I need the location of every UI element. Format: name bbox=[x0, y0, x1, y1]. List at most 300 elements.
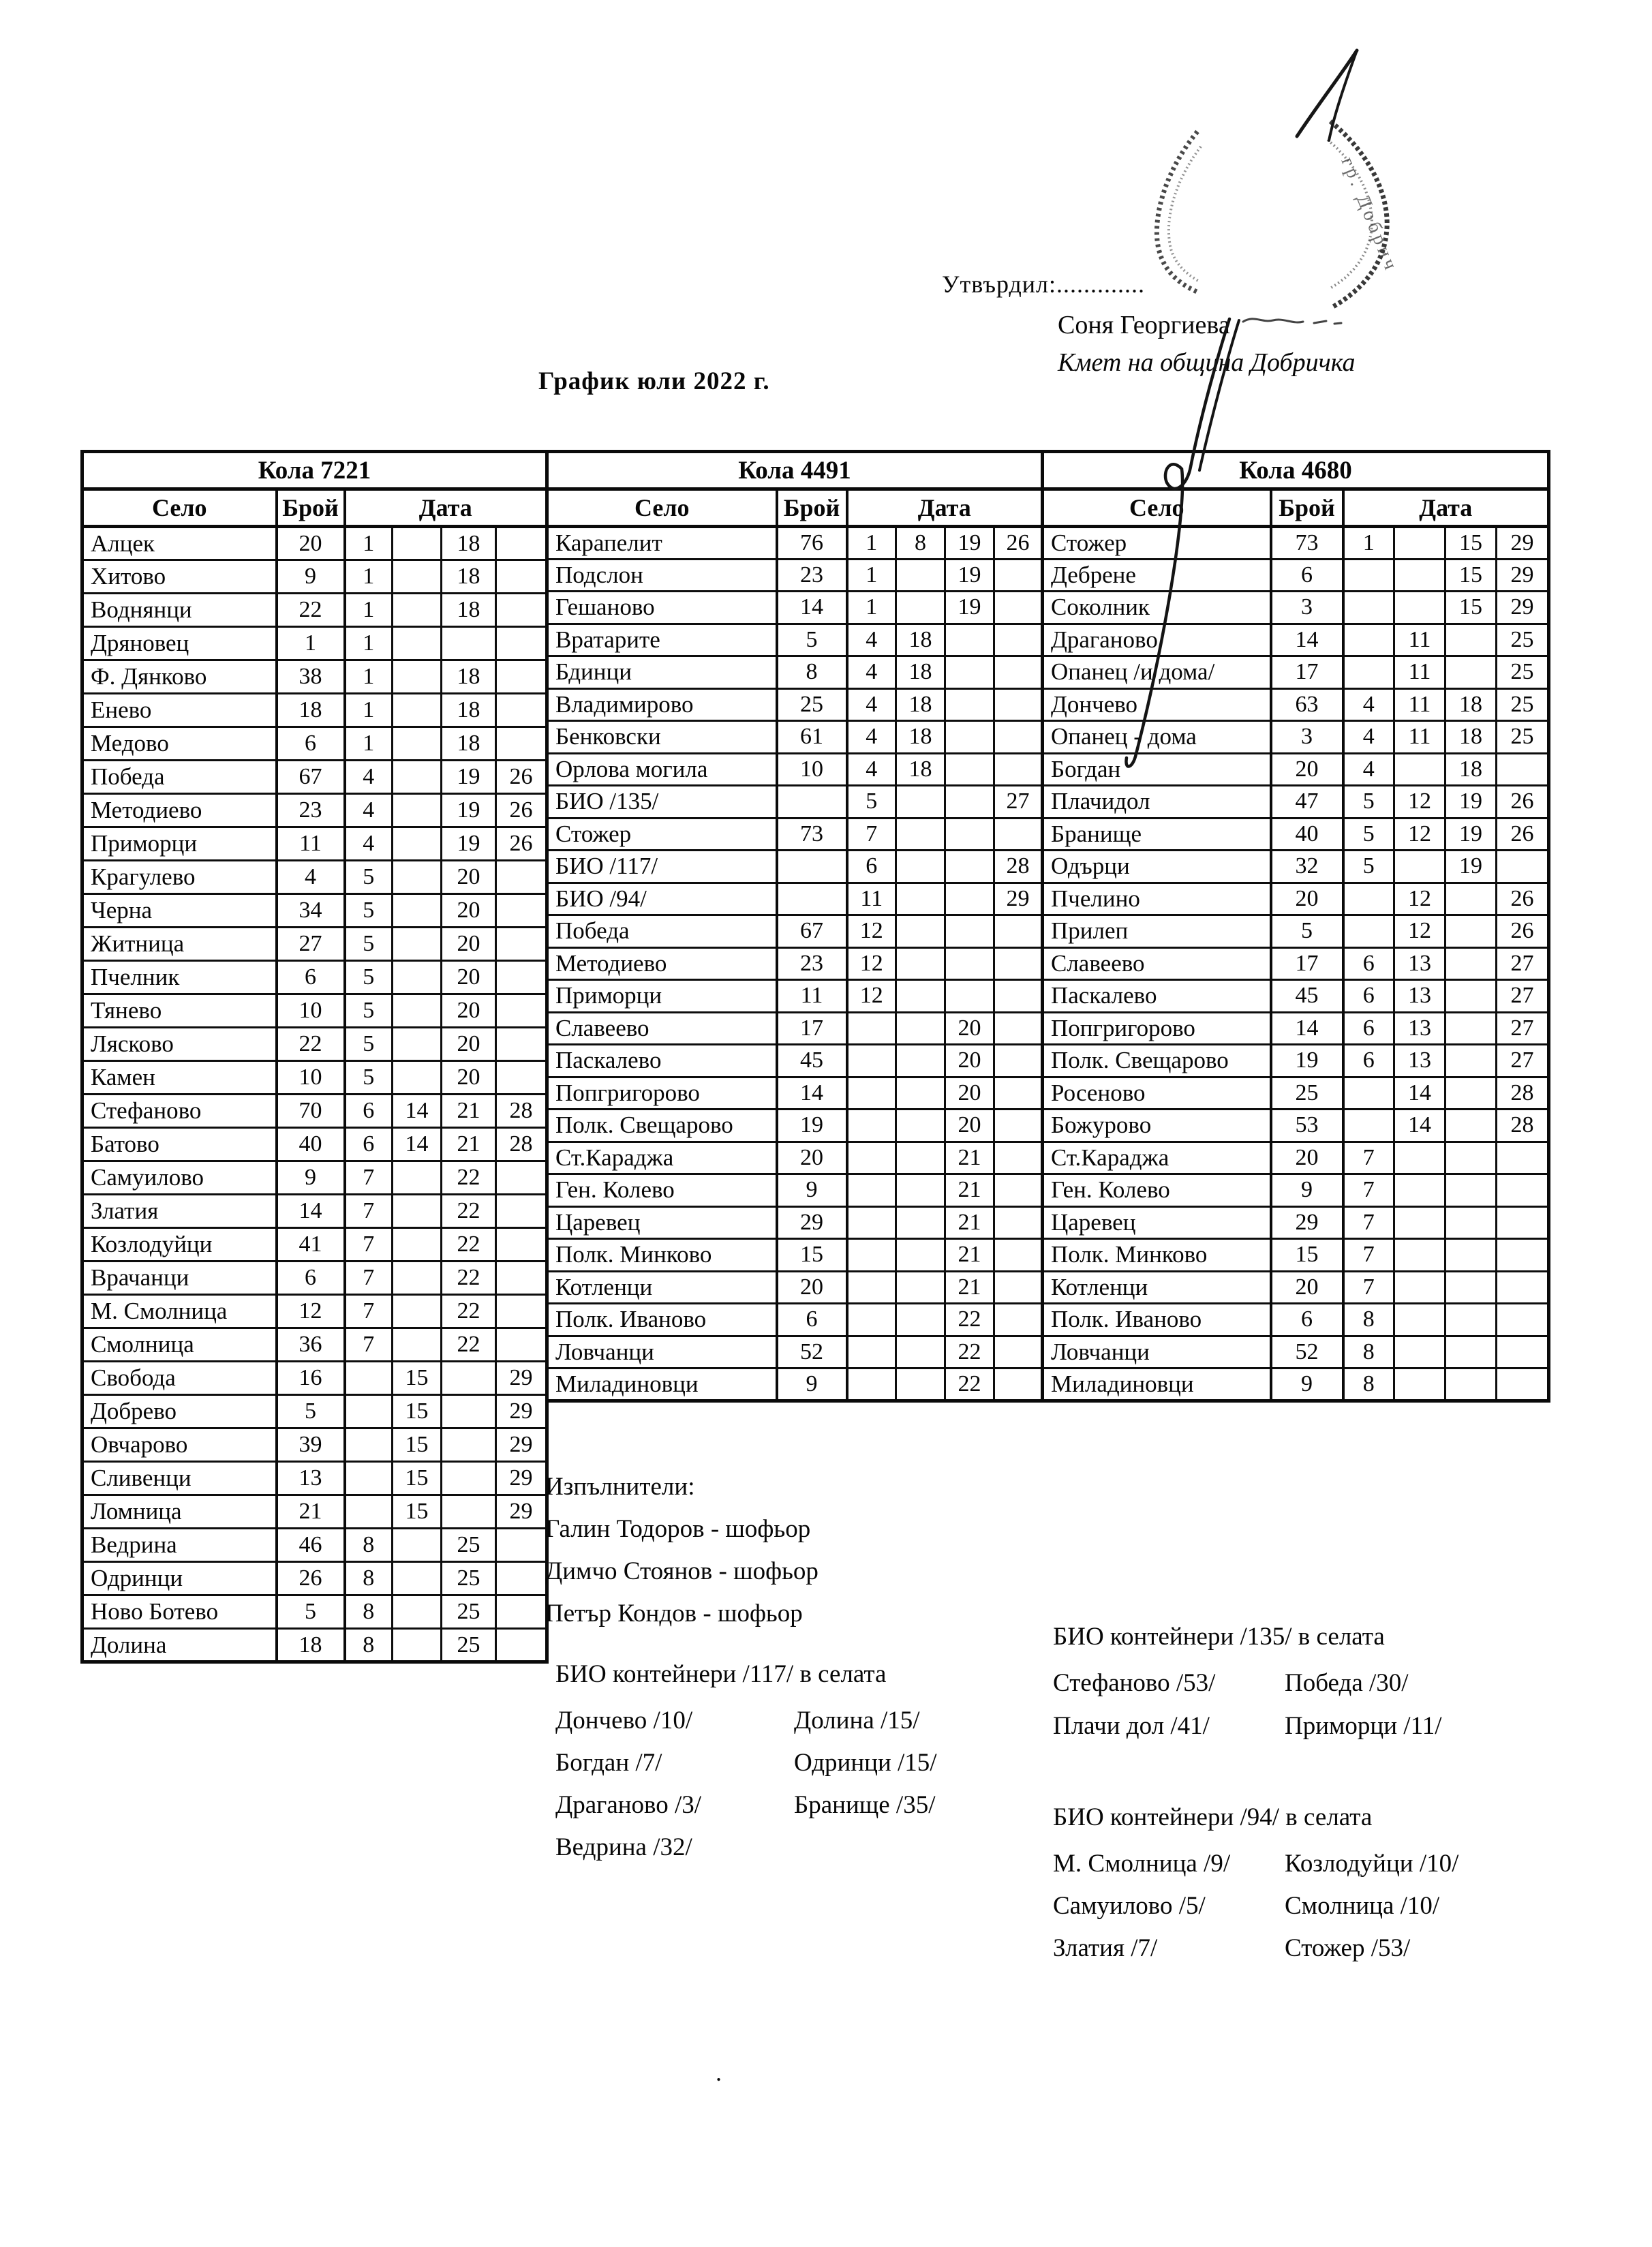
date-cell: 28 bbox=[496, 1095, 547, 1128]
count-cell: 19 bbox=[777, 1110, 847, 1142]
table-row bbox=[547, 883, 1043, 915]
date-cell: 27 bbox=[1497, 980, 1549, 1013]
date-cell bbox=[496, 961, 547, 994]
date-cell bbox=[994, 1174, 1043, 1207]
date-cell: 8 bbox=[345, 1595, 393, 1629]
count-cell: 53 bbox=[1271, 1110, 1343, 1142]
count-cell: 5 bbox=[277, 1595, 345, 1629]
date-cell bbox=[1446, 1304, 1497, 1336]
count-cell bbox=[777, 786, 847, 819]
count-cell: 6 bbox=[777, 1304, 847, 1336]
date-cell: 19 bbox=[945, 559, 994, 592]
bio-item: Дончево /10/ bbox=[555, 1707, 693, 1734]
date-cell bbox=[1446, 1336, 1497, 1369]
date-cell: 18 bbox=[1446, 721, 1497, 754]
date-cell bbox=[393, 1161, 442, 1195]
table-row bbox=[1043, 1239, 1549, 1272]
date-cell: 19 bbox=[1446, 851, 1497, 883]
date-cell bbox=[1446, 947, 1497, 980]
date-cell bbox=[847, 1012, 896, 1045]
table-row bbox=[1043, 1045, 1549, 1077]
date-cell: 7 bbox=[1343, 1206, 1394, 1239]
bio-item: Богдан /7/ bbox=[555, 1749, 662, 1777]
date-cell: 7 bbox=[1343, 1239, 1394, 1272]
village-cell: Батово bbox=[82, 1128, 277, 1161]
date-cell bbox=[1497, 1271, 1549, 1304]
date-cell: 8 bbox=[1343, 1369, 1394, 1401]
count-cell: 21 bbox=[277, 1495, 345, 1529]
date-cell: 18 bbox=[896, 753, 945, 786]
date-cell bbox=[1343, 656, 1394, 689]
village-cell: Ф. Дянково bbox=[82, 660, 277, 694]
date-cell: 26 bbox=[496, 827, 547, 861]
date-cell: 29 bbox=[1497, 559, 1549, 592]
date-cell: 12 bbox=[1394, 818, 1446, 851]
pen-flick-stroke-icon bbox=[1297, 50, 1357, 140]
count-cell: 73 bbox=[1271, 527, 1343, 560]
date-cell bbox=[1394, 1142, 1446, 1174]
date-cell bbox=[945, 883, 994, 915]
table-row bbox=[1043, 1142, 1549, 1174]
village-cell: Гешаново bbox=[547, 592, 777, 624]
table-row bbox=[82, 761, 547, 794]
date-cell: 29 bbox=[994, 883, 1043, 915]
count-cell: 67 bbox=[277, 761, 345, 794]
date-cell bbox=[1394, 1174, 1446, 1207]
village-cell: Овчарово bbox=[82, 1428, 277, 1462]
count-cell: 20 bbox=[1271, 753, 1343, 786]
count-cell: 73 bbox=[777, 818, 847, 851]
table-row bbox=[1043, 947, 1549, 980]
date-cell bbox=[896, 947, 945, 980]
date-cell bbox=[896, 1012, 945, 1045]
executor-item: Димчо Стоянов - шофьор bbox=[545, 1557, 819, 1585]
village-cell: Опанец - дома bbox=[1043, 721, 1271, 754]
scan-speck: . bbox=[716, 2059, 722, 2086]
date-cell: 29 bbox=[496, 1428, 547, 1462]
table-row bbox=[82, 1529, 547, 1562]
village-cell: Златия bbox=[82, 1195, 277, 1228]
count-cell: 14 bbox=[1271, 624, 1343, 656]
table-row bbox=[82, 1462, 547, 1495]
col-date: Дата bbox=[847, 489, 1043, 527]
bio-item: Стожер /53/ bbox=[1285, 1934, 1411, 1962]
date-cell bbox=[847, 1142, 896, 1174]
village-cell: Методиево bbox=[82, 794, 277, 827]
count-cell: 45 bbox=[777, 1045, 847, 1077]
village-cell: Медово bbox=[82, 727, 277, 761]
table-row bbox=[82, 1028, 547, 1061]
table-row bbox=[547, 592, 1043, 624]
date-cell: 6 bbox=[1343, 1012, 1394, 1045]
date-cell: 15 bbox=[1446, 559, 1497, 592]
count-cell: 29 bbox=[777, 1206, 847, 1239]
round-stamp-right-arc-icon bbox=[1328, 121, 1387, 307]
date-cell bbox=[496, 660, 547, 694]
date-cell bbox=[496, 694, 547, 727]
date-cell: 4 bbox=[345, 761, 393, 794]
col-village: Село bbox=[1043, 489, 1271, 527]
bio-item: Драганово /3/ bbox=[555, 1791, 702, 1819]
count-cell: 9 bbox=[277, 1161, 345, 1195]
date-cell: 26 bbox=[1497, 883, 1549, 915]
round-stamp-left-arc-icon bbox=[1157, 132, 1201, 292]
village-cell: Камен bbox=[82, 1061, 277, 1095]
date-cell: 5 bbox=[1343, 818, 1394, 851]
date-cell: 5 bbox=[345, 994, 393, 1028]
date-cell: 7 bbox=[345, 1161, 393, 1195]
date-cell: 27 bbox=[1497, 947, 1549, 980]
count-cell: 9 bbox=[777, 1369, 847, 1401]
approval-label: Утвърдил:............. bbox=[942, 271, 1146, 298]
table-body bbox=[547, 527, 1043, 1401]
date-cell: 4 bbox=[847, 624, 896, 656]
date-cell bbox=[496, 1061, 547, 1095]
table-row bbox=[1043, 1110, 1549, 1142]
count-cell: 14 bbox=[777, 1077, 847, 1110]
date-cell bbox=[945, 688, 994, 721]
table-row bbox=[82, 1095, 547, 1128]
date-cell: 18 bbox=[896, 721, 945, 754]
count-cell: 9 bbox=[1271, 1174, 1343, 1207]
date-cell bbox=[896, 883, 945, 915]
date-cell: 4 bbox=[1343, 721, 1394, 754]
village-cell: Паскалево bbox=[1043, 980, 1271, 1013]
date-cell bbox=[994, 559, 1043, 592]
date-cell: 4 bbox=[847, 656, 896, 689]
table-row bbox=[1043, 559, 1549, 592]
count-cell: 18 bbox=[277, 1629, 345, 1662]
count-cell: 17 bbox=[1271, 947, 1343, 980]
date-cell: 12 bbox=[847, 980, 896, 1013]
village-cell: Дебрене bbox=[1043, 559, 1271, 592]
date-cell: 15 bbox=[393, 1362, 442, 1395]
table-row bbox=[82, 627, 547, 660]
date-cell: 12 bbox=[847, 915, 896, 948]
date-cell bbox=[1446, 656, 1497, 689]
date-cell bbox=[1497, 1304, 1549, 1336]
date-cell bbox=[847, 1174, 896, 1207]
date-cell bbox=[496, 1328, 547, 1362]
date-cell: 11 bbox=[1394, 624, 1446, 656]
count-cell: 22 bbox=[277, 594, 345, 627]
village-cell: Енево bbox=[82, 694, 277, 727]
village-cell: Черна bbox=[82, 894, 277, 928]
count-cell: 20 bbox=[777, 1271, 847, 1304]
table-row bbox=[547, 753, 1043, 786]
village-cell: Миладиновци bbox=[547, 1369, 777, 1401]
date-cell: 12 bbox=[847, 947, 896, 980]
date-cell: 21 bbox=[945, 1142, 994, 1174]
date-cell: 4 bbox=[345, 827, 393, 861]
date-cell: 22 bbox=[442, 1328, 496, 1362]
date-cell bbox=[496, 627, 547, 660]
bio-item: Стефаново /53/ bbox=[1053, 1669, 1216, 1697]
col-village: Село bbox=[82, 489, 277, 527]
count-cell: 38 bbox=[277, 660, 345, 694]
executor-item: Петър Кондов - шофьор bbox=[545, 1600, 803, 1627]
count-cell: 6 bbox=[277, 727, 345, 761]
date-cell: 7 bbox=[345, 1195, 393, 1228]
date-cell bbox=[896, 1110, 945, 1142]
date-cell bbox=[896, 1336, 945, 1369]
approver-name: Соня Георгиева bbox=[1058, 311, 1230, 339]
bio-135-heading: БИО контейнери /135/ в селата bbox=[1053, 1623, 1385, 1651]
executors-heading: Изпълнители: bbox=[545, 1473, 695, 1501]
count-cell: 63 bbox=[1271, 688, 1343, 721]
table-row bbox=[1043, 592, 1549, 624]
village-cell: М. Смолница bbox=[82, 1295, 277, 1328]
date-cell: 11 bbox=[1394, 656, 1446, 689]
count-cell: 10 bbox=[777, 753, 847, 786]
date-cell bbox=[1446, 980, 1497, 1013]
date-cell bbox=[994, 1077, 1043, 1110]
date-cell bbox=[496, 1629, 547, 1662]
date-cell bbox=[1394, 1206, 1446, 1239]
village-cell: Котленци bbox=[1043, 1271, 1271, 1304]
date-cell bbox=[1394, 592, 1446, 624]
date-cell bbox=[1394, 1336, 1446, 1369]
date-cell: 14 bbox=[393, 1095, 442, 1128]
schedule-table-car-7221 bbox=[80, 450, 545, 1664]
date-cell bbox=[1394, 1239, 1446, 1272]
village-cell: Ведрина bbox=[82, 1529, 277, 1562]
date-cell: 22 bbox=[945, 1304, 994, 1336]
table-4680 bbox=[1041, 450, 1550, 1403]
date-cell bbox=[896, 818, 945, 851]
table-header-row bbox=[547, 489, 1043, 527]
date-cell bbox=[1446, 1110, 1497, 1142]
table-row bbox=[547, 1336, 1043, 1369]
date-cell: 5 bbox=[345, 961, 393, 994]
date-cell: 6 bbox=[345, 1128, 393, 1161]
date-cell bbox=[1394, 851, 1446, 883]
date-cell bbox=[994, 1369, 1043, 1401]
table-caption-row bbox=[1043, 452, 1549, 489]
table-caption-row bbox=[547, 452, 1043, 489]
date-cell bbox=[393, 894, 442, 928]
village-cell: Долина bbox=[82, 1629, 277, 1662]
date-cell: 13 bbox=[1394, 1045, 1446, 1077]
village-cell: Паскалево bbox=[547, 1045, 777, 1077]
date-cell: 7 bbox=[847, 818, 896, 851]
date-cell bbox=[945, 947, 994, 980]
date-cell bbox=[345, 1462, 393, 1495]
village-cell: Царевец bbox=[547, 1206, 777, 1239]
village-cell: Пчелник bbox=[82, 961, 277, 994]
date-cell bbox=[1446, 1239, 1497, 1272]
date-cell bbox=[496, 1295, 547, 1328]
village-cell: Лясково bbox=[82, 1028, 277, 1061]
count-cell: 13 bbox=[277, 1462, 345, 1495]
date-cell: 15 bbox=[1446, 592, 1497, 624]
date-cell bbox=[896, 1239, 945, 1272]
table-row bbox=[547, 559, 1043, 592]
date-cell bbox=[496, 861, 547, 894]
count-cell: 47 bbox=[1271, 786, 1343, 819]
village-cell: Дончево bbox=[1043, 688, 1271, 721]
village-cell: Одринци bbox=[82, 1562, 277, 1595]
village-cell: Плачидол bbox=[1043, 786, 1271, 819]
date-cell bbox=[896, 592, 945, 624]
count-cell: 36 bbox=[277, 1328, 345, 1362]
date-cell: 4 bbox=[847, 688, 896, 721]
count-cell: 8 bbox=[777, 656, 847, 689]
table-row bbox=[82, 727, 547, 761]
village-cell: Стожер bbox=[547, 818, 777, 851]
table-row bbox=[547, 1012, 1043, 1045]
date-cell bbox=[896, 851, 945, 883]
date-cell bbox=[496, 894, 547, 928]
date-cell: 8 bbox=[345, 1629, 393, 1662]
date-cell bbox=[442, 1428, 496, 1462]
village-cell: Полк. Иваново bbox=[547, 1304, 777, 1336]
date-cell bbox=[1394, 527, 1446, 560]
date-cell: 8 bbox=[345, 1562, 393, 1595]
table-row bbox=[547, 1174, 1043, 1207]
count-cell: 11 bbox=[277, 827, 345, 861]
village-cell: Алцек bbox=[82, 527, 277, 560]
date-cell: 26 bbox=[496, 794, 547, 827]
table-header-row bbox=[82, 489, 547, 527]
bio-item: Победа /30/ bbox=[1285, 1669, 1409, 1697]
date-cell: 19 bbox=[945, 527, 994, 560]
date-cell: 20 bbox=[945, 1110, 994, 1142]
village-cell: Котленци bbox=[547, 1271, 777, 1304]
date-cell bbox=[847, 1239, 896, 1272]
table-row bbox=[547, 915, 1043, 948]
date-cell: 21 bbox=[442, 1128, 496, 1161]
date-cell: 20 bbox=[945, 1077, 994, 1110]
date-cell: 26 bbox=[1497, 818, 1549, 851]
date-cell bbox=[1343, 1077, 1394, 1110]
date-cell: 28 bbox=[1497, 1110, 1549, 1142]
village-cell: Стефаново bbox=[82, 1095, 277, 1128]
date-cell: 21 bbox=[945, 1206, 994, 1239]
date-cell bbox=[1446, 1012, 1497, 1045]
count-cell: 52 bbox=[1271, 1336, 1343, 1369]
date-cell: 27 bbox=[1497, 1045, 1549, 1077]
village-cell: Ген. Колево bbox=[547, 1174, 777, 1207]
date-cell: 14 bbox=[393, 1128, 442, 1161]
table-body bbox=[1043, 527, 1549, 1401]
village-cell: БИО /94/ bbox=[547, 883, 777, 915]
count-cell: 39 bbox=[277, 1428, 345, 1462]
date-cell bbox=[496, 1028, 547, 1061]
date-cell: 22 bbox=[442, 1262, 496, 1295]
date-cell bbox=[393, 1195, 442, 1228]
village-cell: Вратарите bbox=[547, 624, 777, 656]
village-cell: Драганово bbox=[1043, 624, 1271, 656]
table-row bbox=[82, 1328, 547, 1362]
count-cell: 15 bbox=[777, 1239, 847, 1272]
count-cell: 32 bbox=[1271, 851, 1343, 883]
col-date: Дата bbox=[1343, 489, 1549, 527]
date-cell bbox=[896, 559, 945, 592]
village-cell: Методиево bbox=[547, 947, 777, 980]
village-cell: Приморци bbox=[82, 827, 277, 861]
date-cell: 13 bbox=[1394, 980, 1446, 1013]
table-row bbox=[82, 1562, 547, 1595]
table-row bbox=[1043, 786, 1549, 819]
count-cell: 6 bbox=[1271, 559, 1343, 592]
date-cell: 1 bbox=[1343, 527, 1394, 560]
date-cell bbox=[1394, 1271, 1446, 1304]
count-cell: 67 bbox=[777, 915, 847, 948]
village-cell: Смолница bbox=[82, 1328, 277, 1362]
village-cell: Ново Ботево bbox=[82, 1595, 277, 1629]
count-cell: 76 bbox=[777, 527, 847, 560]
date-cell bbox=[1343, 592, 1394, 624]
stamp-text: гр. Добрич bbox=[1336, 154, 1403, 276]
table-row bbox=[547, 1304, 1043, 1336]
village-cell: Богдан bbox=[1043, 753, 1271, 786]
date-cell: 18 bbox=[442, 594, 496, 627]
village-cell: Карапелит bbox=[547, 527, 777, 560]
date-cell bbox=[496, 727, 547, 761]
date-cell bbox=[393, 994, 442, 1028]
date-cell bbox=[345, 1428, 393, 1462]
table-row bbox=[82, 1629, 547, 1662]
count-cell: 34 bbox=[277, 894, 345, 928]
table-row bbox=[82, 1362, 547, 1395]
date-cell bbox=[896, 786, 945, 819]
village-cell: Крагулево bbox=[82, 861, 277, 894]
date-cell bbox=[1394, 1369, 1446, 1401]
date-cell: 7 bbox=[1343, 1271, 1394, 1304]
date-cell: 22 bbox=[442, 1195, 496, 1228]
date-cell bbox=[393, 1295, 442, 1328]
date-cell bbox=[847, 1206, 896, 1239]
date-cell: 15 bbox=[393, 1395, 442, 1428]
table-row bbox=[1043, 527, 1549, 560]
table-row bbox=[547, 1369, 1043, 1401]
date-cell: 12 bbox=[1394, 883, 1446, 915]
date-cell bbox=[442, 1395, 496, 1428]
village-cell: Соколник bbox=[1043, 592, 1271, 624]
date-cell bbox=[1446, 624, 1497, 656]
date-cell bbox=[896, 980, 945, 1013]
date-cell: 25 bbox=[1497, 688, 1549, 721]
table-row bbox=[547, 1110, 1043, 1142]
count-cell: 14 bbox=[277, 1195, 345, 1228]
village-cell: Попгригорово bbox=[1043, 1012, 1271, 1045]
date-cell: 26 bbox=[1497, 915, 1549, 948]
date-cell bbox=[393, 1562, 442, 1595]
count-cell: 22 bbox=[277, 1028, 345, 1061]
date-cell bbox=[896, 1077, 945, 1110]
table-row bbox=[547, 1206, 1043, 1239]
date-cell: 25 bbox=[442, 1629, 496, 1662]
count-cell: 1 bbox=[277, 627, 345, 660]
date-cell bbox=[994, 1271, 1043, 1304]
date-cell: 4 bbox=[847, 753, 896, 786]
date-cell bbox=[393, 861, 442, 894]
date-cell bbox=[1343, 1110, 1394, 1142]
date-cell bbox=[1394, 753, 1446, 786]
table-row bbox=[1043, 980, 1549, 1013]
table-row bbox=[82, 1295, 547, 1328]
date-cell bbox=[994, 1239, 1043, 1272]
bio-item: Златия /7/ bbox=[1053, 1934, 1158, 1962]
date-cell bbox=[945, 624, 994, 656]
schedule-table-car-4680 bbox=[1041, 450, 1547, 1403]
village-cell: Росеново bbox=[1043, 1077, 1271, 1110]
col-count: Брой bbox=[777, 489, 847, 527]
date-cell: 29 bbox=[496, 1362, 547, 1395]
village-cell: БИО /117/ bbox=[547, 851, 777, 883]
date-cell: 26 bbox=[496, 761, 547, 794]
